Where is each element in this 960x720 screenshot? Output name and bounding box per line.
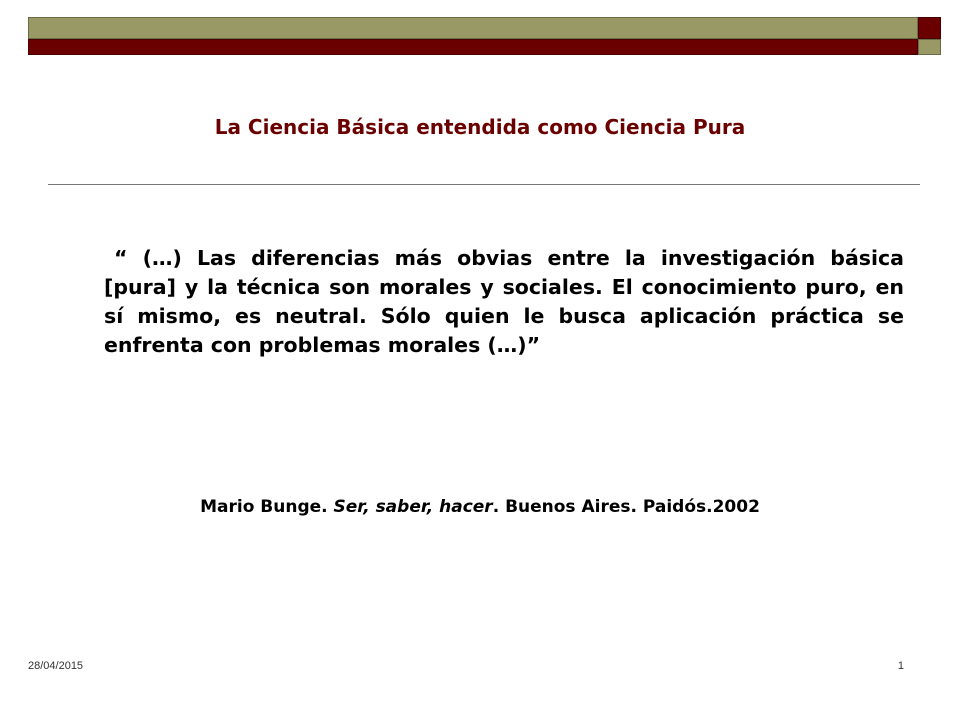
citation-work-title: Ser, saber, hacer [333,497,493,517]
banner-maroon-bar [28,39,918,55]
banner-corner-maroon-square [918,17,941,39]
citation-author: Mario Bunge. [200,497,334,517]
title-divider [48,184,920,185]
footer-date: 28/04/2015 [28,660,84,672]
slide-title: La Ciencia Básica entendida como Ciencia Pura [214,115,746,139]
citation-publisher: . Buenos Aires. Paidós.2002 [492,497,760,517]
citation [0,497,960,517]
banner-olive-bar [28,17,918,39]
banner-corner-olive-square [918,39,941,55]
quote-text: “ (…) Las diferencias más obvias entre la investigación básica [pura] y la técnica son morales y sociales. El conocimiento puro, en sí mismo, es neutral. Sólo quien le busca aplicación práctica se enfrenta con problemas morales (…)” [104,246,904,357]
slide-number: 1 [897,660,904,672]
